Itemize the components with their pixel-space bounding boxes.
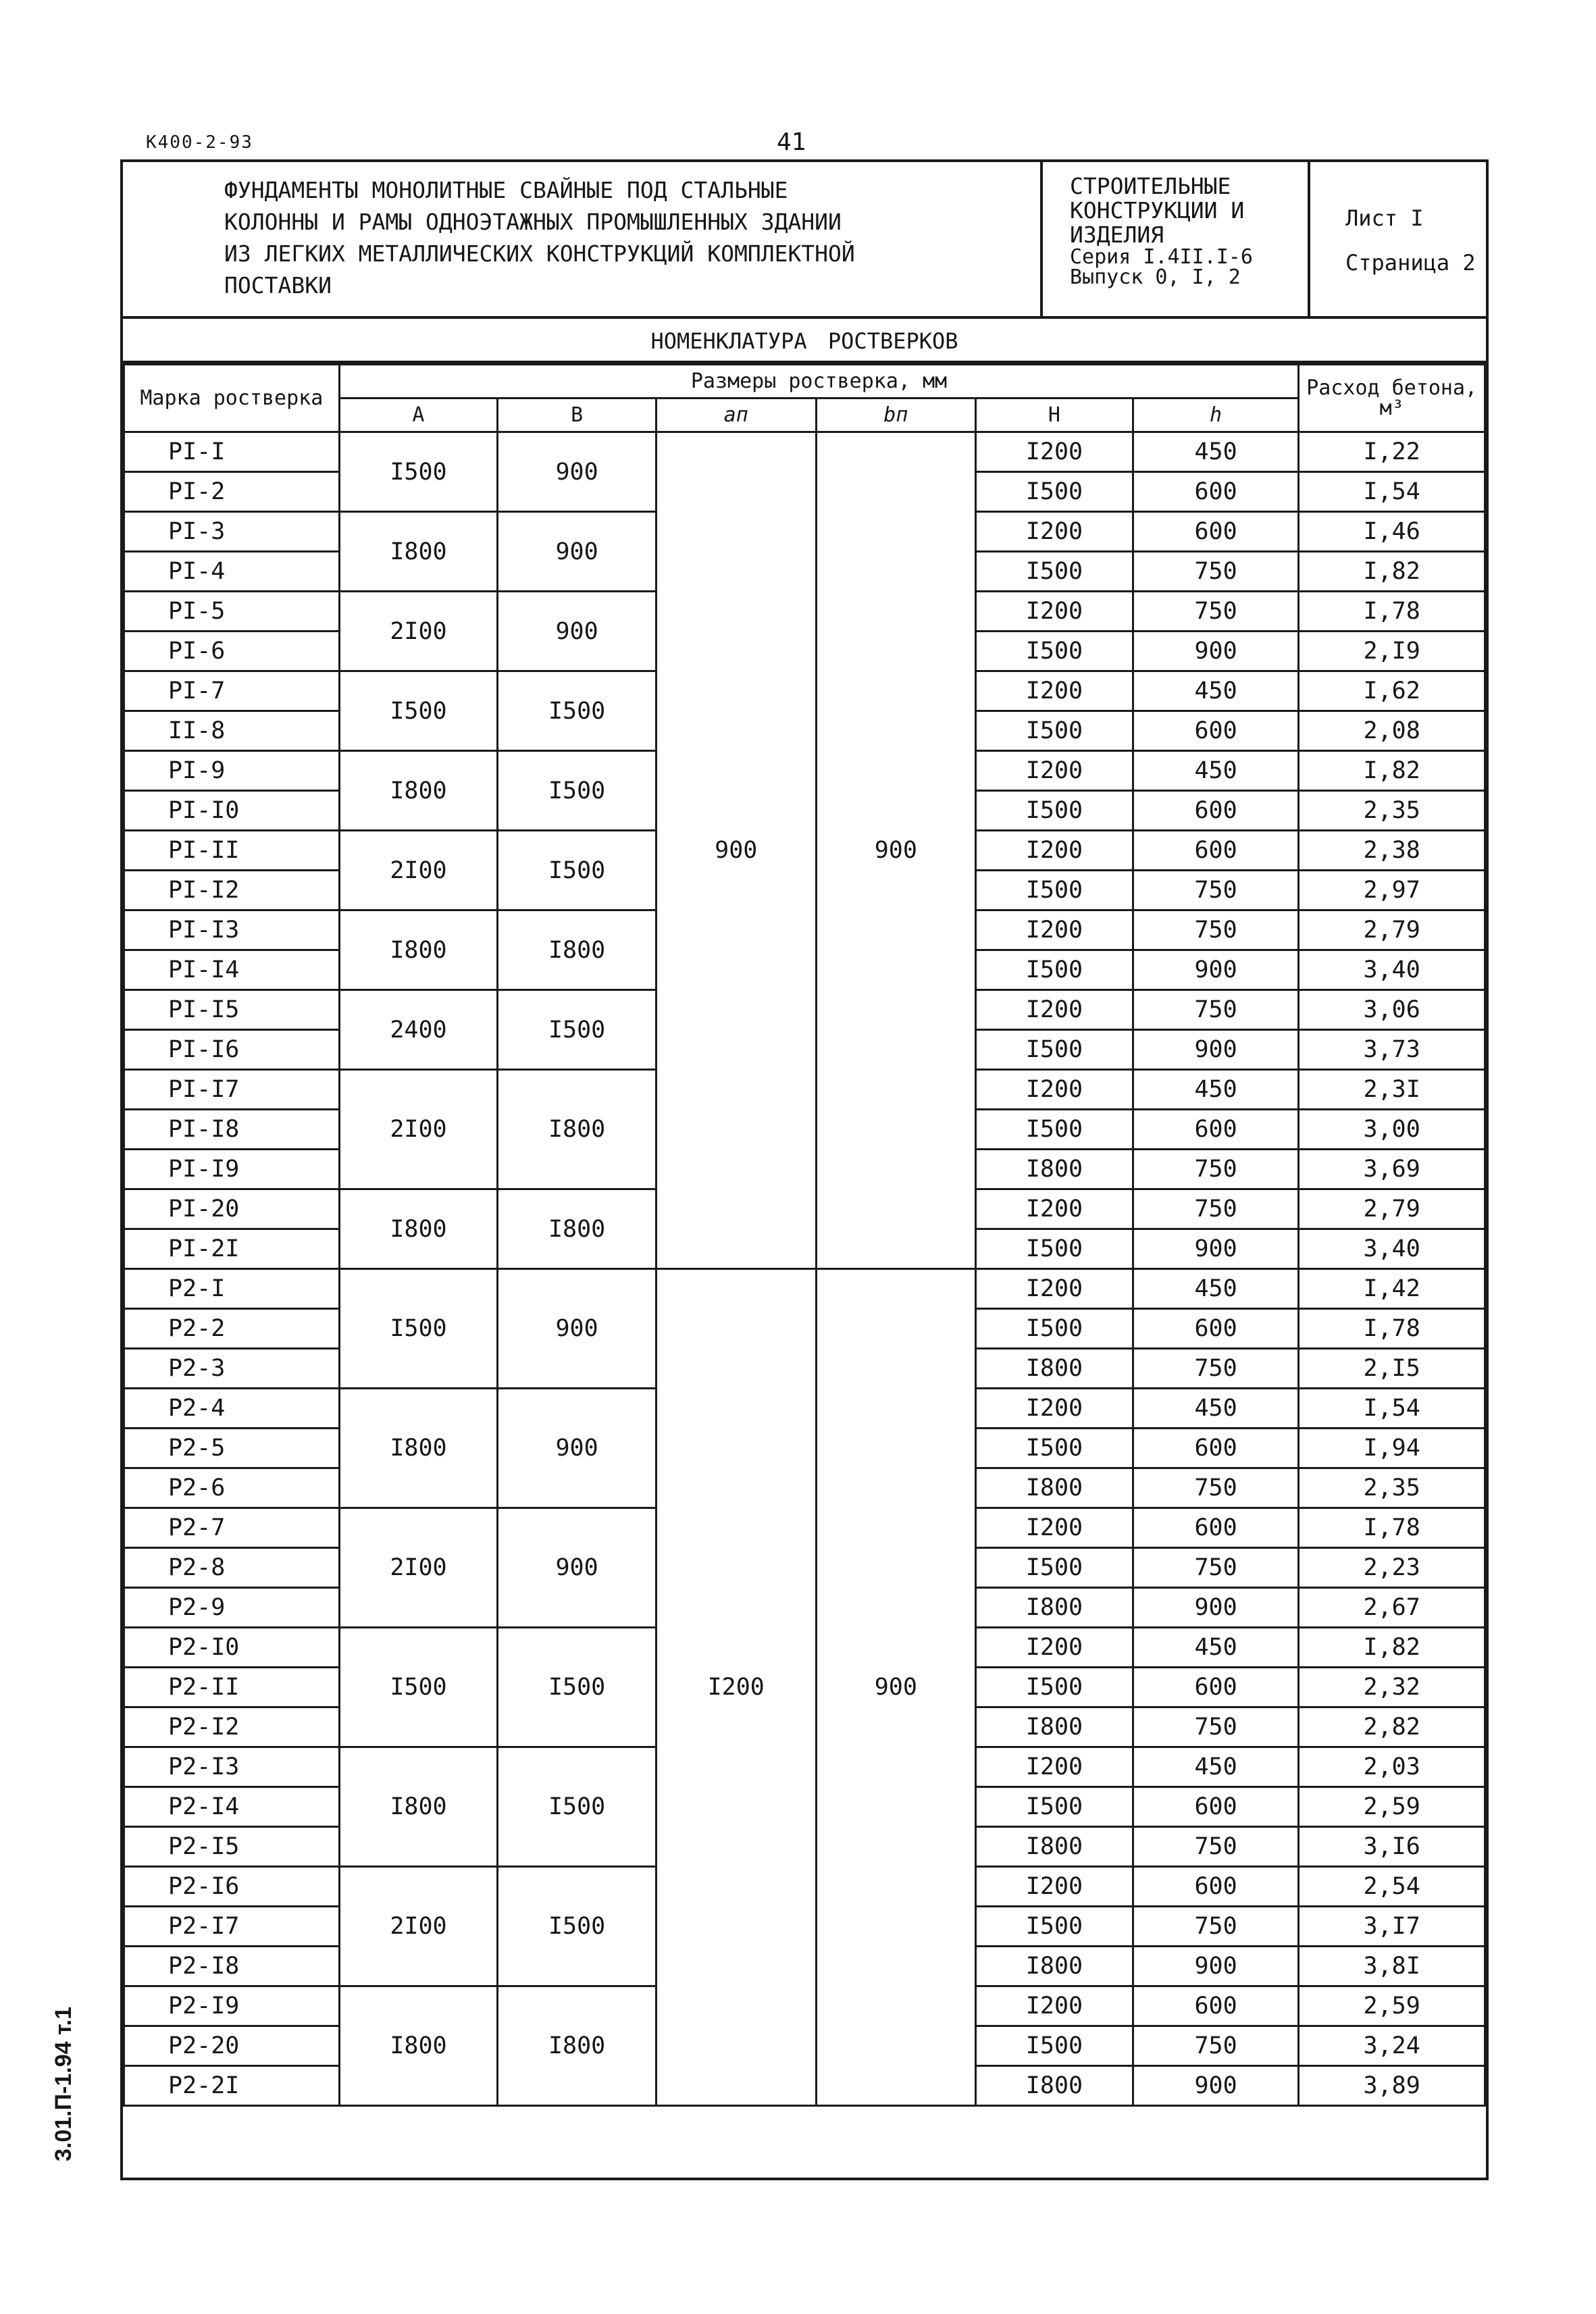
sheet-label: Лист I	[1345, 205, 1424, 231]
mark-cell: PI-9	[124, 751, 340, 791]
column-header-b: B	[498, 398, 657, 432]
height-upper-cell: I200	[976, 1867, 1133, 1907]
dimension-a-cell: I800	[339, 751, 498, 831]
height-upper-cell: I500	[976, 1229, 1133, 1269]
height-lower-cell: 900	[1133, 632, 1299, 671]
page-label: Страница 2	[1345, 250, 1476, 276]
mark-cell: PI-I0	[124, 791, 340, 831]
height-lower-cell: 600	[1133, 1668, 1299, 1707]
mark-cell: P2-9	[124, 1588, 340, 1628]
height-lower-cell: 750	[1133, 1907, 1299, 1947]
height-lower-cell: 750	[1133, 1349, 1299, 1389]
concrete-volume-cell: 2,59	[1299, 1986, 1485, 2026]
height-lower-cell: 750	[1133, 592, 1299, 632]
mark-cell: P2-7	[124, 1508, 340, 1548]
concrete-volume-cell: 3,24	[1299, 2026, 1485, 2066]
mark-cell: PI-I4	[124, 950, 340, 990]
concrete-volume-cell: 2,32	[1299, 1668, 1485, 1707]
mark-cell: PI-I8	[124, 1110, 340, 1150]
concrete-volume-cell: 2,38	[1299, 831, 1485, 871]
height-lower-cell: 750	[1133, 871, 1299, 910]
concrete-volume-cell: 3,89	[1299, 2066, 1485, 2106]
height-lower-cell: 450	[1133, 1269, 1299, 1309]
height-lower-cell: 600	[1133, 1508, 1299, 1548]
dimension-b-cell: 900	[498, 592, 657, 671]
concrete-volume-cell: I,54	[1299, 1389, 1485, 1429]
concrete-volume-cell: 3,40	[1299, 950, 1485, 990]
mark-cell: P2-I9	[124, 1986, 340, 2026]
page-number: 41	[777, 128, 806, 156]
concrete-volume-cell: 3,I7	[1299, 1907, 1485, 1947]
height-lower-cell: 750	[1133, 1150, 1299, 1189]
height-upper-cell: I200	[976, 512, 1133, 552]
dimension-b-cell: 900	[498, 1389, 657, 1508]
mark-cell: PI-2	[124, 472, 340, 512]
concrete-volume-cell: 2,35	[1299, 791, 1485, 831]
concrete-volume-cell: I,78	[1299, 592, 1485, 632]
dimension-a-cell: 2I00	[339, 592, 498, 671]
mark-cell: PI-I9	[124, 1150, 340, 1189]
dimension-a-cell: I800	[339, 1986, 498, 2106]
height-lower-cell: 750	[1133, 1827, 1299, 1867]
height-upper-cell: I500	[976, 1110, 1133, 1150]
dimension-a-cell: I800	[339, 1389, 498, 1508]
mark-cell: PI-I3	[124, 910, 340, 950]
height-lower-cell: 600	[1133, 1110, 1299, 1150]
height-upper-cell: I800	[976, 1468, 1133, 1508]
height-upper-cell: I500	[976, 1030, 1133, 1070]
dimension-a-cell: 2I00	[339, 1508, 498, 1628]
dimension-a-cell: I800	[339, 1747, 498, 1867]
height-upper-cell: I500	[976, 711, 1133, 751]
dimension-a-cell: 2400	[339, 990, 498, 1070]
height-lower-cell: 600	[1133, 711, 1299, 751]
dimension-b-cell: 900	[498, 512, 657, 592]
issue-label: Выпуск 0, I, 2	[1070, 265, 1241, 289]
concrete-volume-cell: 2,23	[1299, 1548, 1485, 1588]
concrete-volume-cell: 2,I9	[1299, 632, 1485, 671]
concrete-volume-cell: 3,8I	[1299, 1947, 1485, 1986]
height-upper-cell: I200	[976, 1508, 1133, 1548]
table-caption: НОМЕНКЛАТУРА РОСТВЕРКОВ	[123, 319, 1486, 363]
dimension-b-cell: I500	[498, 990, 657, 1070]
table-row	[124, 432, 1485, 472]
height-upper-cell: I500	[976, 2026, 1133, 2066]
height-lower-cell: 600	[1133, 1986, 1299, 2026]
mark-cell: P2-20	[124, 2026, 340, 2066]
height-upper-cell: I200	[976, 1070, 1133, 1110]
column-header-h-upper: H	[976, 398, 1133, 432]
table-row	[124, 1269, 1485, 1309]
concrete-volume-cell: 2,59	[1299, 1787, 1485, 1827]
dimension-a-cell: I500	[339, 671, 498, 751]
concrete-volume-cell: 3,I6	[1299, 1827, 1485, 1867]
height-upper-cell: I800	[976, 1588, 1133, 1628]
dimension-a-cell: 2I00	[339, 1867, 498, 1986]
height-upper-cell: I200	[976, 432, 1133, 472]
concrete-volume-cell: 2,79	[1299, 910, 1485, 950]
concrete-volume-cell: 2,08	[1299, 711, 1485, 751]
mark-cell: P2-6	[124, 1468, 340, 1508]
height-upper-cell: I500	[976, 632, 1133, 671]
mark-cell: II-8	[124, 711, 340, 751]
mark-cell: P2-I5	[124, 1827, 340, 1867]
height-upper-cell: I800	[976, 1827, 1133, 1867]
drawing-sheet	[120, 159, 1489, 2180]
height-lower-cell: 600	[1133, 1787, 1299, 1827]
height-lower-cell: 750	[1133, 1468, 1299, 1508]
height-upper-cell: I200	[976, 990, 1133, 1030]
concrete-volume-cell: 3,73	[1299, 1030, 1485, 1070]
height-lower-cell: 750	[1133, 1707, 1299, 1747]
table-body	[124, 432, 1485, 2106]
height-upper-cell: I500	[976, 1787, 1133, 1827]
concrete-volume-cell: 3,40	[1299, 1229, 1485, 1269]
dimension-bp-cell: 900	[816, 1269, 976, 2106]
mark-cell: P2-I3	[124, 1747, 340, 1787]
concrete-volume-cell: 2,67	[1299, 1588, 1485, 1628]
height-lower-cell: 450	[1133, 1070, 1299, 1110]
title-line: ПОСТАВКИ	[224, 272, 332, 299]
mark-cell: PI-4	[124, 552, 340, 592]
mark-cell: P2-I	[124, 1269, 340, 1309]
side-stamp: 3.01.П-1.94 т.1	[51, 2006, 76, 2161]
dimension-b-cell: I800	[498, 910, 657, 990]
mark-cell: PI-II	[124, 831, 340, 871]
concrete-volume-cell: I,78	[1299, 1508, 1485, 1548]
height-upper-cell: I500	[976, 472, 1133, 512]
column-header-h-lower: h	[1133, 398, 1299, 432]
height-lower-cell: 600	[1133, 1429, 1299, 1468]
mark-cell: PI-I	[124, 432, 340, 472]
height-lower-cell: 600	[1133, 831, 1299, 871]
dimension-b-cell: 900	[498, 1269, 657, 1389]
height-upper-cell: I500	[976, 1548, 1133, 1588]
height-upper-cell: I200	[976, 1189, 1133, 1229]
height-lower-cell: 750	[1133, 552, 1299, 592]
mark-cell: P2-I0	[124, 1628, 340, 1668]
title-line: ИЗ ЛЕГКИХ МЕТАЛЛИЧЕСКИХ КОНСТРУКЦИЙ КОМПЛЕКТНОЙ	[224, 240, 855, 267]
height-upper-cell: I500	[976, 1668, 1133, 1707]
column-header-sizes: Размеры ростверка, мм	[339, 365, 1299, 398]
mark-cell: PI-I5	[124, 990, 340, 1030]
dimension-a-cell: I500	[339, 432, 498, 512]
mark-cell: P2-II	[124, 1668, 340, 1707]
height-upper-cell: I500	[976, 791, 1133, 831]
mark-cell: P2-2	[124, 1309, 340, 1349]
height-upper-cell: I500	[976, 1429, 1133, 1468]
mark-cell: PI-20	[124, 1189, 340, 1229]
height-lower-cell: 600	[1133, 512, 1299, 552]
dimension-a-cell: I800	[339, 910, 498, 990]
mark-cell: P2-I6	[124, 1867, 340, 1907]
height-lower-cell: 750	[1133, 1189, 1299, 1229]
column-header-a: A	[339, 398, 498, 432]
concrete-volume-cell: 2,54	[1299, 1867, 1485, 1907]
dimension-a-cell: I500	[339, 1269, 498, 1389]
height-lower-cell: 750	[1133, 1548, 1299, 1588]
height-upper-cell: I500	[976, 552, 1133, 592]
height-upper-cell: I200	[976, 751, 1133, 791]
dimension-a-cell: I800	[339, 1189, 498, 1269]
dimension-b-cell: I500	[498, 831, 657, 910]
height-upper-cell: I200	[976, 592, 1133, 632]
dimension-b-cell: I800	[498, 1189, 657, 1269]
height-lower-cell: 450	[1133, 1628, 1299, 1668]
concrete-volume-cell: I,54	[1299, 472, 1485, 512]
height-lower-cell: 450	[1133, 671, 1299, 711]
dimension-b-cell: I500	[498, 671, 657, 751]
height-lower-cell: 900	[1133, 1229, 1299, 1269]
concrete-volume-cell: 2,79	[1299, 1189, 1485, 1229]
height-lower-cell: 750	[1133, 990, 1299, 1030]
mark-cell: P2-I7	[124, 1907, 340, 1947]
title-block	[123, 162, 1486, 319]
mark-cell: P2-I4	[124, 1787, 340, 1827]
concrete-volume-cell: 3,06	[1299, 990, 1485, 1030]
height-lower-cell: 900	[1133, 1947, 1299, 1986]
concrete-volume-cell: 2,82	[1299, 1707, 1485, 1747]
height-upper-cell: I500	[976, 871, 1133, 910]
section-line: КОНСТРУКЦИИ И	[1070, 197, 1245, 224]
concrete-volume-cell: I,22	[1299, 432, 1485, 472]
concrete-volume-cell: 2,35	[1299, 1468, 1485, 1508]
concrete-volume-cell: I,94	[1299, 1429, 1485, 1468]
concrete-volume-cell: 2,97	[1299, 871, 1485, 910]
mark-cell: PI-I2	[124, 871, 340, 910]
height-lower-cell: 900	[1133, 1588, 1299, 1628]
mark-cell: P2-I8	[124, 1947, 340, 1986]
height-upper-cell: I800	[976, 1150, 1133, 1189]
dimension-b-cell: 900	[498, 432, 657, 512]
height-lower-cell: 900	[1133, 1030, 1299, 1070]
height-upper-cell: I200	[976, 831, 1133, 871]
column-header-bp: bп	[816, 398, 976, 432]
dimension-a-cell: I800	[339, 512, 498, 592]
height-upper-cell: I200	[976, 1269, 1133, 1309]
height-upper-cell: I200	[976, 671, 1133, 711]
mark-cell: PI-3	[124, 512, 340, 552]
concrete-volume-cell: 3,69	[1299, 1150, 1485, 1189]
height-lower-cell: 900	[1133, 950, 1299, 990]
height-lower-cell: 450	[1133, 1747, 1299, 1787]
height-lower-cell: 900	[1133, 2066, 1299, 2106]
concrete-volume-cell: 2,I5	[1299, 1349, 1485, 1389]
height-upper-cell: I500	[976, 1309, 1133, 1349]
concrete-volume-cell: I,46	[1299, 512, 1485, 552]
dimension-b-cell: I500	[498, 1747, 657, 1867]
concrete-volume-cell: 3,00	[1299, 1110, 1485, 1150]
concrete-volume-cell: I,78	[1299, 1309, 1485, 1349]
section-line: СТРОИТЕЛЬНЫЕ	[1070, 173, 1231, 199]
mark-cell: PI-2I	[124, 1229, 340, 1269]
mark-cell: PI-I7	[124, 1070, 340, 1110]
concrete-volume-cell: I,62	[1299, 671, 1485, 711]
sheet-block	[1310, 162, 1489, 316]
height-upper-cell: I800	[976, 1707, 1133, 1747]
height-upper-cell: I500	[976, 950, 1133, 990]
height-lower-cell: 750	[1133, 910, 1299, 950]
series-block	[1040, 162, 1310, 316]
concrete-volume-cell: 2,3I	[1299, 1070, 1485, 1110]
dimension-b-cell: I500	[498, 1628, 657, 1747]
height-upper-cell: I800	[976, 1947, 1133, 1986]
dimension-ap-cell: I200	[656, 1269, 816, 2106]
nomenclature-table	[123, 363, 1486, 2107]
concrete-volume-cell: I,82	[1299, 1628, 1485, 1668]
title-line: КОЛОННЫ И РАМЫ ОДНОЭТАЖНЫХ ПРОМЫШЛЕННЫХ ЗДАНИИ	[224, 209, 842, 235]
height-upper-cell: I200	[976, 1747, 1133, 1787]
series-label: Серия I.4II.I-6	[1070, 245, 1253, 269]
height-lower-cell: 600	[1133, 1309, 1299, 1349]
mark-cell: PI-I6	[124, 1030, 340, 1070]
mark-cell: P2-3	[124, 1349, 340, 1389]
dimension-b-cell: I800	[498, 1070, 657, 1189]
height-upper-cell: I200	[976, 910, 1133, 950]
section-line: ИЗДЕЛИЯ	[1070, 222, 1164, 248]
height-upper-cell: I200	[976, 1389, 1133, 1429]
column-header-ap: aп	[656, 398, 816, 432]
mark-cell: P2-I2	[124, 1707, 340, 1747]
dimension-ap-cell: 900	[656, 432, 816, 1269]
height-lower-cell: 600	[1133, 472, 1299, 512]
document-code: К400-2-93	[146, 132, 253, 153]
concrete-volume-cell: I,82	[1299, 552, 1485, 592]
height-upper-cell: I200	[976, 1628, 1133, 1668]
height-lower-cell: 450	[1133, 1389, 1299, 1429]
height-lower-cell: 600	[1133, 791, 1299, 831]
document-title	[224, 174, 1136, 301]
height-lower-cell: 450	[1133, 751, 1299, 791]
mark-cell: PI-5	[124, 592, 340, 632]
mark-cell: P2-4	[124, 1389, 340, 1429]
title-line: ФУНДАМЕНТЫ МОНОЛИТНЫЕ СВАЙНЫЕ ПОД СТАЛЬНЫЕ	[224, 177, 788, 203]
height-upper-cell: I200	[976, 1986, 1133, 2026]
height-upper-cell: I800	[976, 2066, 1133, 2106]
dimension-b-cell: I500	[498, 1867, 657, 1986]
dimension-bp-cell: 900	[816, 432, 976, 1269]
mark-cell: P2-2I	[124, 2066, 340, 2106]
concrete-volume-cell: 2,03	[1299, 1747, 1485, 1787]
concrete-volume-cell: I,82	[1299, 751, 1485, 791]
mark-cell: P2-8	[124, 1548, 340, 1588]
mark-cell: P2-5	[124, 1429, 340, 1468]
height-lower-cell: 450	[1133, 432, 1299, 472]
mark-cell: PI-7	[124, 671, 340, 711]
dimension-b-cell: I500	[498, 751, 657, 831]
column-header-concrete: Расход бетона, м³	[1299, 365, 1485, 432]
dimension-a-cell: 2I00	[339, 1070, 498, 1189]
dimension-b-cell: I800	[498, 1986, 657, 2106]
dimension-a-cell: 2I00	[339, 831, 498, 910]
mark-cell: PI-6	[124, 632, 340, 671]
dimension-b-cell: 900	[498, 1508, 657, 1628]
height-upper-cell: I800	[976, 1349, 1133, 1389]
height-upper-cell: I500	[976, 1907, 1133, 1947]
height-lower-cell: 600	[1133, 1867, 1299, 1907]
concrete-volume-cell: I,42	[1299, 1269, 1485, 1309]
height-lower-cell: 750	[1133, 2026, 1299, 2066]
column-header-mark: Марка ростверка	[124, 365, 340, 432]
dimension-a-cell: I500	[339, 1628, 498, 1747]
